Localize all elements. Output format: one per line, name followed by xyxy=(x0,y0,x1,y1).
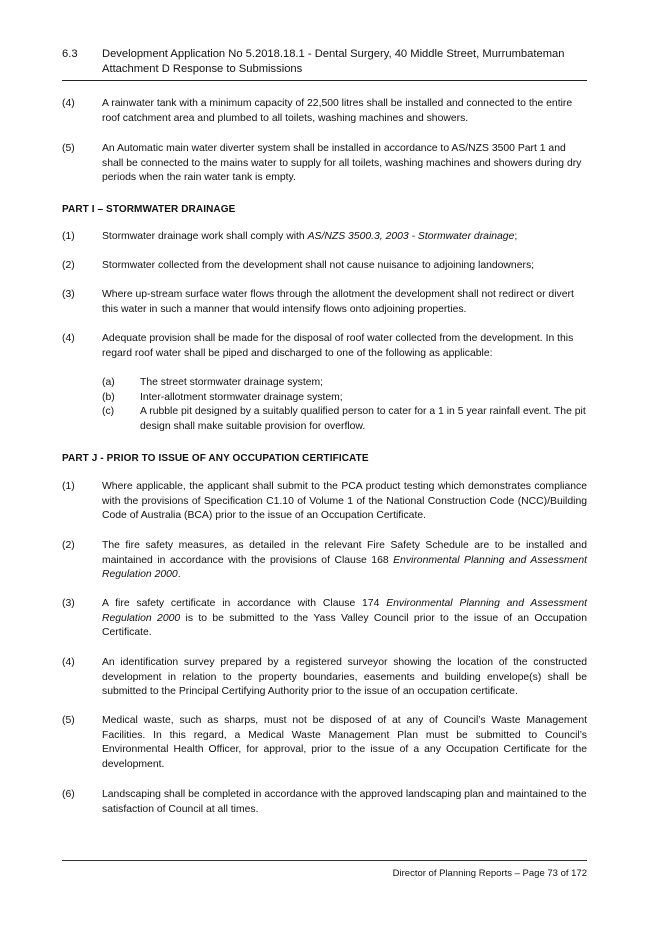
text-run: The fire safety measures, as detailed in the relevant Fire Safety Schedule are to be installed and maintained in accordance with the provisions of Clause 168 xyxy=(102,540,587,566)
condition-text: Stormwater collected from the development shall not cause nuisance to adjoining landowners; xyxy=(102,260,535,271)
text-run: ; xyxy=(514,231,518,242)
condition-number: (5) xyxy=(62,143,75,154)
item-number: 6.3 xyxy=(62,48,78,60)
section-heading: PART I – STORMWATER DRAINAGE xyxy=(62,204,236,215)
condition-text: A rainwater tank with a minimum capacity of 22,500 litres shall be installed and connected to the entire roof catchment area and plumbed to all toilets, washing machines and showers. xyxy=(102,98,573,124)
condition-number: (2) xyxy=(62,260,75,271)
text-run: Stormwater drainage work shall comply with xyxy=(102,231,308,242)
sub-item-text: Inter-allotment stormwater drainage system; xyxy=(140,392,343,403)
condition-number: (3) xyxy=(62,289,75,300)
condition-text: An Automatic main water diverter system shall be installed in accordance to AS/NZS 3500 Part 1 and shall be connected to the mains water to supply for all toilets, washing machines and showers during dry periods when the rain water tank is empty. xyxy=(102,143,582,184)
regulation-reference: Environmental Planning and Assessment Regulation 2000 xyxy=(102,554,588,581)
condition-number: (1) xyxy=(62,231,75,242)
footer-divider xyxy=(62,860,587,861)
condition-text xyxy=(102,230,587,245)
header-title xyxy=(102,47,587,77)
condition-number: (5) xyxy=(62,715,75,726)
condition-text: An identification survey prepared by a registered surveyor showing the location of the constructed development in relation to the property boundaries, easements and building envelope(s) shall be submitted to the Principal Certifying Authority prior to the issue of an occupation certificate. xyxy=(102,657,587,698)
standard-reference: AS/NZS 3500.3, 2003 - Stormwater drainage xyxy=(307,231,515,242)
condition-text xyxy=(102,539,587,583)
sub-item-text: The street stormwater drainage system; xyxy=(140,377,324,388)
condition-number: (2) xyxy=(62,540,75,551)
condition-number: (4) xyxy=(62,333,75,344)
text-run: is to be submitted to the Yass Valley Council prior to the issue of an Occupation Certificate. xyxy=(102,612,587,639)
condition-text xyxy=(102,597,587,641)
condition-text: Adequate provision shall be made for the disposal of roof water collected from the development. In this regard roof water shall be piped and discharged to one of the following as applicable: xyxy=(102,333,574,359)
sub-item-letter: (c) xyxy=(102,406,115,417)
sub-item-text: A rubble pit designed by a suitably qualified person to cater for a 1 in 5 year rainfall event. The pit design shall make suitable provision for overflow. xyxy=(140,406,586,432)
text-run: A fire safety certificate in accordance with Clause 174 xyxy=(102,598,387,609)
header-line-2: Attachment D Response to Submissions xyxy=(102,63,303,75)
text-run: . xyxy=(177,569,181,581)
condition-text: Medical waste, such as sharps, must not be disposed of at any of Council’s Waste Management Facilities. In this regard, a Medical Waste Management Plan must be submitted to Council’s Environmental Health Officer, for approval, prior to the issue of a any Occupation Certificate for the development. xyxy=(102,715,587,770)
condition-number: (1) xyxy=(62,481,75,492)
condition-number: (4) xyxy=(62,98,75,109)
sub-item-letter: (b) xyxy=(102,392,115,403)
section-heading: PART J - PRIOR TO ISSUE OF ANY OCCUPATION CERTIFICATE xyxy=(62,453,369,464)
condition-number: (3) xyxy=(62,598,75,609)
condition-number: (6) xyxy=(62,789,75,800)
condition-text: Where applicable, the applicant shall submit to the PCA product testing which demonstrates compliance with the provisions of Specification C1.10 of Volume 1 of the National Construction Code (NCC)/Building Code of Australia (BCA) prior to the issue of an Occupation Certificate. xyxy=(102,481,587,522)
condition-text: Where up-stream surface water flows through the allotment the development shall not redirect or divert this water in such a manner that would intensify flows onto adjoining properties. xyxy=(102,289,574,315)
condition-text: Landscaping shall be completed in accordance with the approved landscaping plan and maintained to the satisfaction of Council at all times. xyxy=(102,789,587,815)
header-divider xyxy=(62,80,587,81)
header-line-1: Development Application No 5.2018.18.1 - Dental Surgery, 40 Middle Street, Murrumbateman xyxy=(102,48,565,60)
condition-number: (4) xyxy=(62,657,75,668)
regulation-reference: Environmental Planning and Assessment Regulation 2000 xyxy=(102,598,587,624)
page-footer: Director of Planning Reports – Page 73 of 172 xyxy=(392,868,587,879)
sub-item-letter: (a) xyxy=(102,377,115,388)
